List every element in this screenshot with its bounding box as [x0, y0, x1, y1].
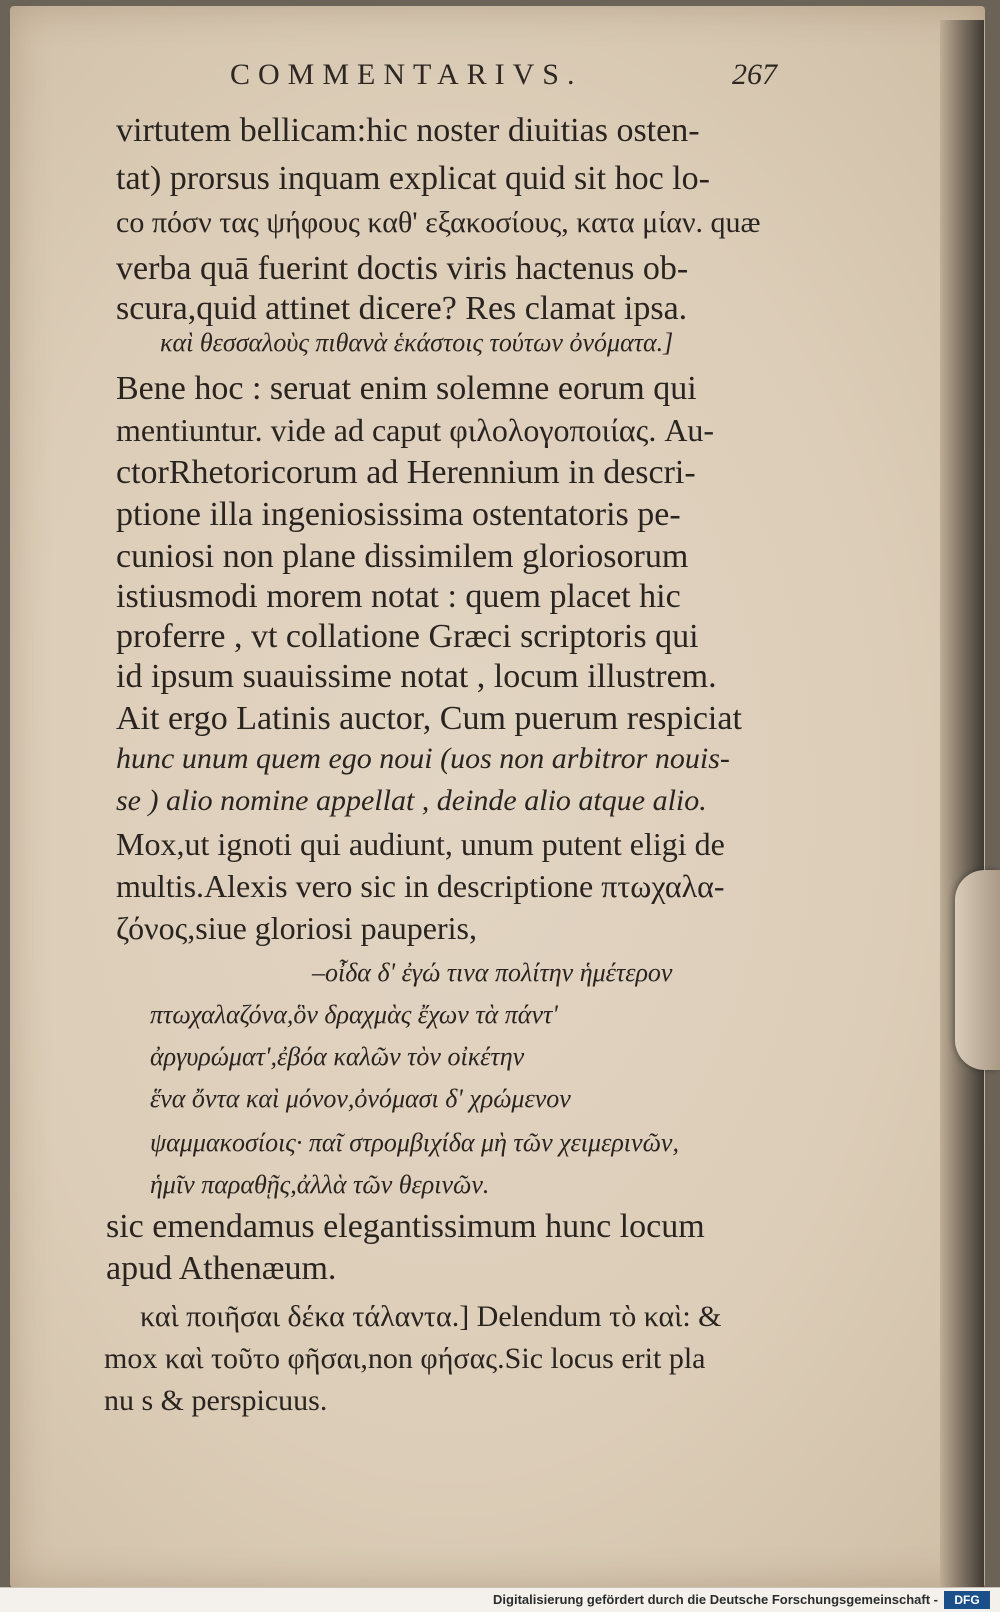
- text-line: nu s & perspicuus.: [104, 1384, 328, 1417]
- greek-line: καὶ θεσσαλοὺς πιθανὰ ἑκάστοις τούτων ὀνόματα.]: [160, 328, 674, 357]
- text-line: istiusmodi morem notat : quem placet hic: [116, 578, 681, 615]
- text-line: ζόνος,siue gloriosi pauperis,: [116, 910, 477, 946]
- text-line: sic emendamus elegantissimum hunc locum: [106, 1208, 705, 1245]
- text-line: mox καὶ τοῦτο φῆσαι,non φήσας.Sic locus erit pla: [104, 1342, 706, 1375]
- text-line: ptione illa ingeniosissima ostentatoris pe-: [116, 496, 681, 533]
- dfg-logo: DFG: [944, 1591, 990, 1609]
- text-line: Ait ergo Latinis auctor, Cum puerum respiciat: [116, 700, 742, 737]
- text-line: proferre , vt collatione Græci scriptoris qui: [116, 618, 699, 655]
- verse-line: –οἶδα δ' ἐγώ τινα πολίτην ἡμέτερον: [312, 958, 673, 987]
- text-line: id ipsum suauissime notat , locum illustrem.: [116, 658, 717, 695]
- funding-credit: Digitalisierung gefördert durch die Deutsche Forschungsgemeinschaft -: [493, 1592, 938, 1607]
- page-number: 267: [732, 58, 777, 91]
- text-line: scura,quid attinet dicere? Res clamat ipsa.: [116, 290, 688, 327]
- text-line: cuniosi non plane dissimilem gloriosorum: [116, 538, 689, 575]
- text-line: Mox,ut ignoti qui audiunt, unum putent eligi de: [116, 826, 725, 862]
- book-clip: [955, 870, 1000, 1070]
- text-line: co πόσν τας ψήφους καθ' εξακοσίους, κατα μίαν. quæ: [116, 206, 761, 239]
- text-line: καὶ ποιῆσαι δέκα τάλαντα.] Delendum τὸ καὶ: &: [140, 1300, 722, 1333]
- text-line: mentiuntur. vide ad caput φιλολογοποιίας. Au-: [116, 412, 715, 448]
- text-line: apud Athenæum.: [106, 1250, 337, 1287]
- verse-line: πτωχαλαζόνα,ὃν δραχμὰς ἔχων τὰ πάντ': [150, 1000, 558, 1029]
- page-stack-edge: [940, 20, 984, 1590]
- text-line: virtutem bellicam:hic noster diuitias osten-: [116, 112, 700, 149]
- verse-line: ψαμμακοσίοις· παῖ στρομβιχίδα μὴ τῶν χειμερινῶν,: [150, 1128, 679, 1157]
- running-title: COMMENTARIVS.: [230, 58, 583, 91]
- text-line: tat) prorsus inquam explicat quid sit hoc lo-: [116, 160, 710, 197]
- text-line: se ) alio nomine appellat , deinde alio atque alio.: [116, 784, 707, 817]
- verse-line: ἀργυρώματ',ἐβόα καλῶν τὸν οἰκέτην: [150, 1042, 525, 1071]
- verse-line: ἡμῖν παραθῇς,ἀλλὰ τῶν θερινῶν.: [150, 1170, 490, 1199]
- verse-line: ἕνα ὄντα καὶ μόνον,ὀνόμασι δ' χρώμενον: [150, 1084, 571, 1113]
- text-line: Bene hoc : seruat enim solemne eorum qui: [116, 370, 697, 407]
- footer-bar: [0, 1587, 1000, 1612]
- text-line: verba quā fuerint doctis viris hactenus ob-: [116, 250, 689, 287]
- text-line: hunc unum quem ego noui (uos non arbitror nouis-: [116, 742, 730, 775]
- text-line: multis.Alexis vero sic in descriptione πτωχαλα-: [116, 868, 725, 904]
- text-line: ctorRhetoricorum ad Herennium in descri-: [116, 454, 696, 491]
